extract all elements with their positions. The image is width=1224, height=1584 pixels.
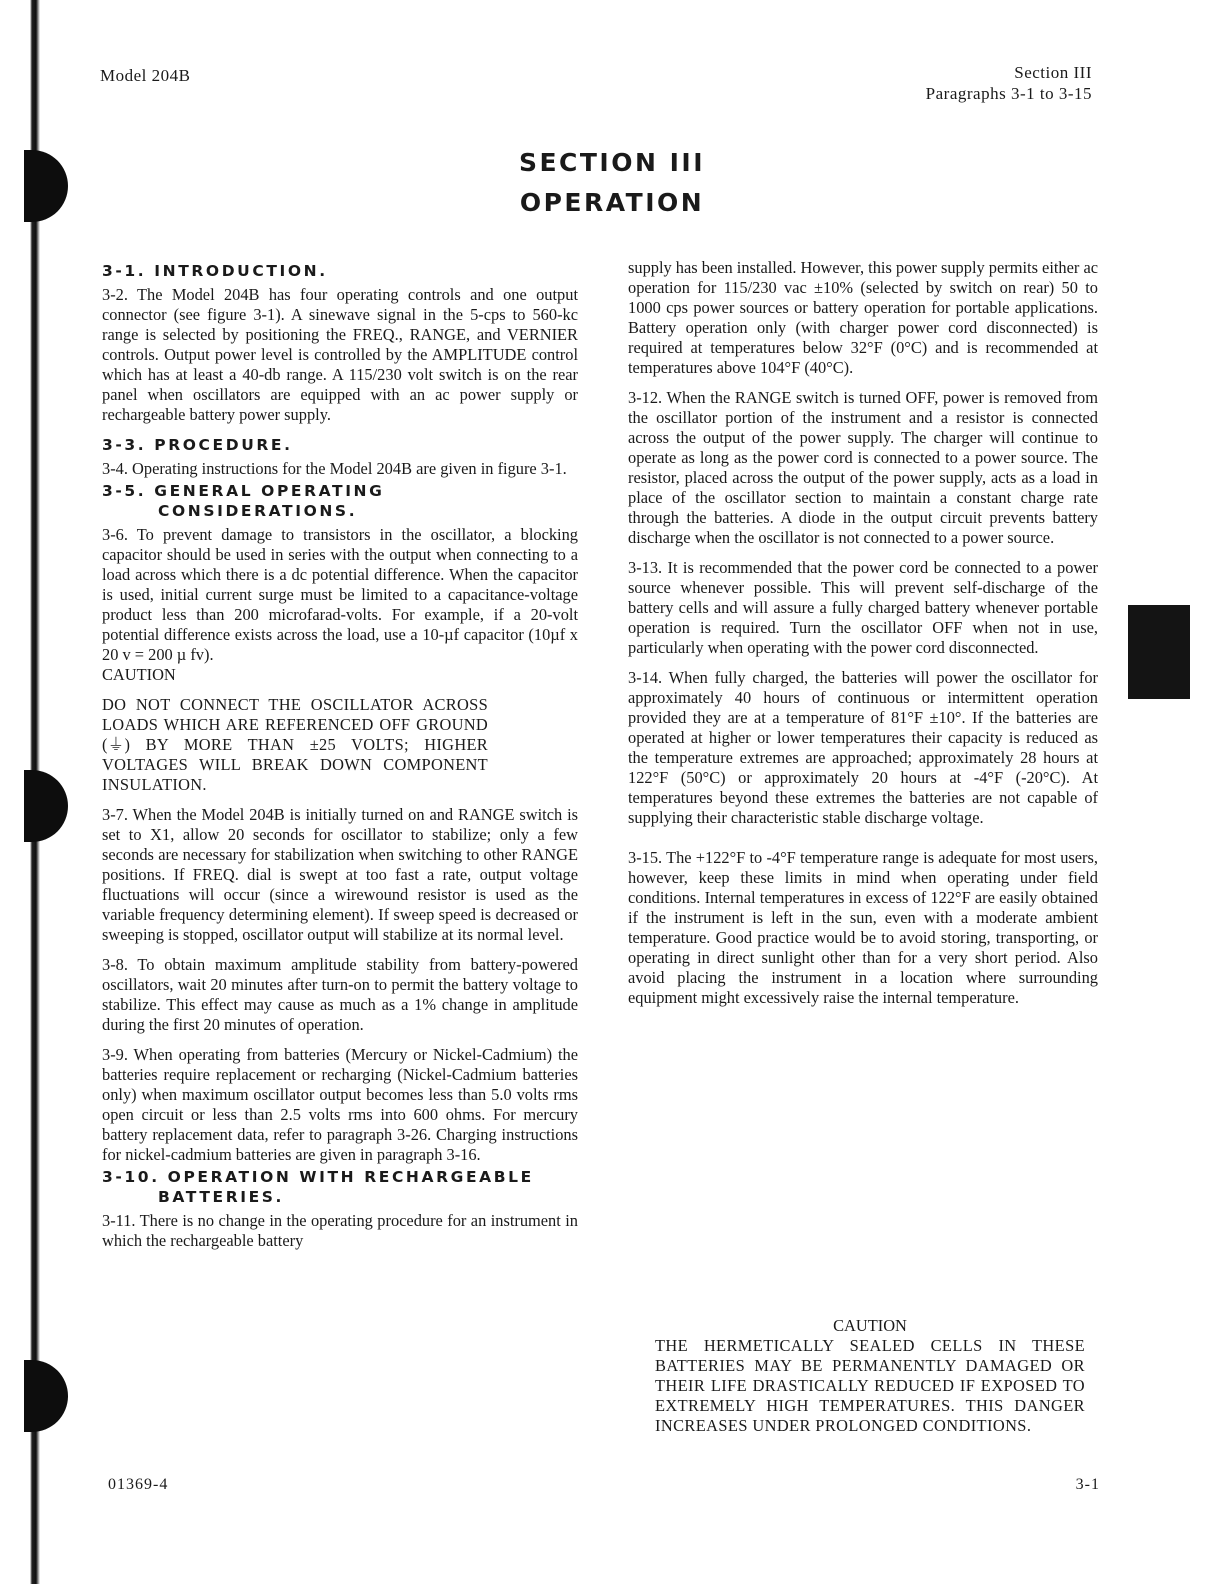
footer-doc-number: 01369-4 (108, 1476, 169, 1493)
right-column (628, 258, 1098, 1018)
section-tab-marker (1128, 605, 1190, 699)
heading-general-operating-line2: CONSIDERATIONS. (158, 502, 358, 520)
paragraph-3-14: 3-14. When fully charged, the batteries will power the oscillator for approximately 40 hours of continuous or intermittent operation provided they are at a temperature of 81°F ±10°. If the batteries are operated at higher or lower temperatures their capacity is reduced as the temperature extremes are approached; approximately 28 hours at 122°F (50°C) or approximately 20 hours at -4°F (-20°C). At temperatures beyond these extremes the batteries are not capable of supplying their characteristic stable discharge voltage. (628, 668, 1098, 827)
header-section: Section III (1014, 63, 1092, 82)
heading-rechargeable-batteries (102, 1167, 578, 1207)
footer-page-number: 3-1 (1075, 1476, 1100, 1493)
header-model: Model 204B (100, 66, 191, 85)
heading-procedure: 3-3. PROCEDURE. (102, 436, 293, 454)
heading-rechargeable-line1: 3-10. OPERATION WITH RECHARGEABLE (102, 1168, 534, 1186)
caution-text-right: THE HERMETICALLY SEALED CELLS IN THESE BATTERIES MAY BE PERMANENTLY DAMAGED OR THEIR LIFE DRASTICALLY REDUCED IF EXPOSED TO EXTREMELY HIGH TEMPERATURES. THIS DANGER INCREASES UNDER PROLONGED CONDITIONS. (655, 1336, 1085, 1435)
caution-text-left: DO NOT CONNECT THE OSCILLATOR ACROSS LOADS WHICH ARE REFERENCED OFF GROUND (⏚) BY MORE THAN ±25 VOLTS; HIGHER VOLTAGES WILL BREAK DOWN COMPONENT INSULATION. (102, 695, 488, 794)
section-subtitle: OPERATION (519, 188, 705, 217)
heading-general-operating (102, 481, 578, 521)
header-paragraphs: Paragraphs 3-1 to 3-15 (925, 84, 1092, 103)
caution-title-left: CAUTION (102, 665, 176, 684)
heading-rechargeable-line2: BATTERIES. (158, 1188, 285, 1206)
paragraph-3-9: 3-9. When operating from batteries (Mercury or Nickel-Cadmium) the batteries require replacement or recharging (Nickel-Cadmium batteries only) when maximum oscillator output becomes less than 5.0 volts rms open circuit or less than 2.5 volts rms into 600 ohms. For mercury battery replacement data, refer to paragraph 3-26. Charging instructions for nickel-cadmium batteries are given in paragraph 3-16. (102, 1045, 578, 1164)
paragraph-3-13: 3-13. It is recommended that the power cord be connected to a power source whenever possible. This will prevent self-discharge of the battery cells and will assure a fully charged battery whenever portable operation is required. Turn the oscillator OFF when not in use, particularly when operating with the power cord disconnected. (628, 558, 1098, 657)
paragraph-3-7: 3-7. When the Model 204B is initially turned on and RANGE switch is set to X1, allow 20 seconds for oscillator to stabilize; only a few seconds are necessary for stabilization when switching to other RANGE positions. If FREQ. dial is swept at too fast a rate, output voltage fluctuations will occur (since a wirewound resistor is used as the variable frequency determining element). If sweep speed is decreased or sweeping is stopped, oscillator output will stabilize at its normal level. (102, 805, 578, 944)
caution-box-right (655, 1316, 1085, 1436)
paragraph-3-11: 3-11. There is no change in the operating procedure for an instrument in which the rechargeable battery (102, 1211, 578, 1250)
paragraph-3-4: 3-4. Operating instructions for the Model 204B are given in figure 3-1. (102, 459, 567, 478)
caution-title-right: CAUTION (833, 1316, 907, 1335)
paragraph-3-15: 3-15. The +122°F to -4°F temperature range is adequate for most users, however, keep these limits in mind when operating under field conditions. Internal temperatures in excess of 122°F are easily obtained if the instrument is left in the sun, even with a moderate ambient temperature. Good practice would be to avoid storing, transporting, or operating in direct sunlight other than for a very short period. Also avoid placing the instrument in a location where surrounding equipment might excessively raise the internal temperature. (628, 848, 1098, 1007)
paragraph-3-8: 3-8. To obtain maximum amplitude stability from battery-powered oscillators, wait 20 minutes after turn-on to permit the battery voltage to stabilize. This effect may cause as much as a 1% change in amplitude during the first 20 minutes of operation. (102, 955, 578, 1034)
left-column (102, 258, 578, 1251)
heading-introduction: 3-1. INTRODUCTION. (102, 262, 328, 280)
paragraph-3-12: 3-12. When the RANGE switch is turned OFF, power is removed from the oscillator portion of the instrument and a resistor is connected across the output of the power supply. The charger will continue to operate as long as the power cord is connected to a power source. The resistor, placed across the output of the power supply, acts as a load in place of the oscillator section to maintain a constant charge rate through the batteries. A diode in the output circuit prevents battery discharge when the oscillator is not connected to a power source. (628, 388, 1098, 547)
paragraph-3-11-continued: supply has been installed. However, this power supply permits either ac operation for 115/230 vac ±10% (selected by switch on rear) 50 to 1000 cps power sources or battery operation for portable applications. Battery operation only (with charger power cord disconnected) is required at temperatures below 32°F (0°C) and is recommended at temperatures above 104°F (40°C). (628, 258, 1099, 377)
heading-general-operating-line1: 3-5. GENERAL OPERATING (102, 482, 385, 500)
section-title: SECTION III (518, 148, 706, 177)
paragraph-3-2: 3-2. The Model 204B has four operating controls and one output connector (see figure 3-1). A sinewave signal in the 5-cps to 560-kc range is selected by positioning the FREQ., RANGE, and VERNIER controls. Output power level is controlled by the AMPLITUDE control which has at least a 40-db range. A 115/230 volt switch is on the rear panel when oscillators are equipped with an ac power supply or rechargeable battery power supply. (102, 285, 578, 424)
punch-hole-bottom (24, 1360, 68, 1432)
punch-hole-middle (24, 770, 68, 842)
paragraph-3-6: 3-6. To prevent damage to transistors in the oscillator, a blocking capacitor should be used in series with the output when connecting to a load across which there is a dc potential difference. When the capacitor is used, initial current surge must be limited to a capacitance-voltage product less than 200 microfarad-volts. For example, if a 20-volt potential difference exists across the load, use a 10-µf capacitor (10µf x 20 v = 200 µ fv). (102, 525, 578, 664)
